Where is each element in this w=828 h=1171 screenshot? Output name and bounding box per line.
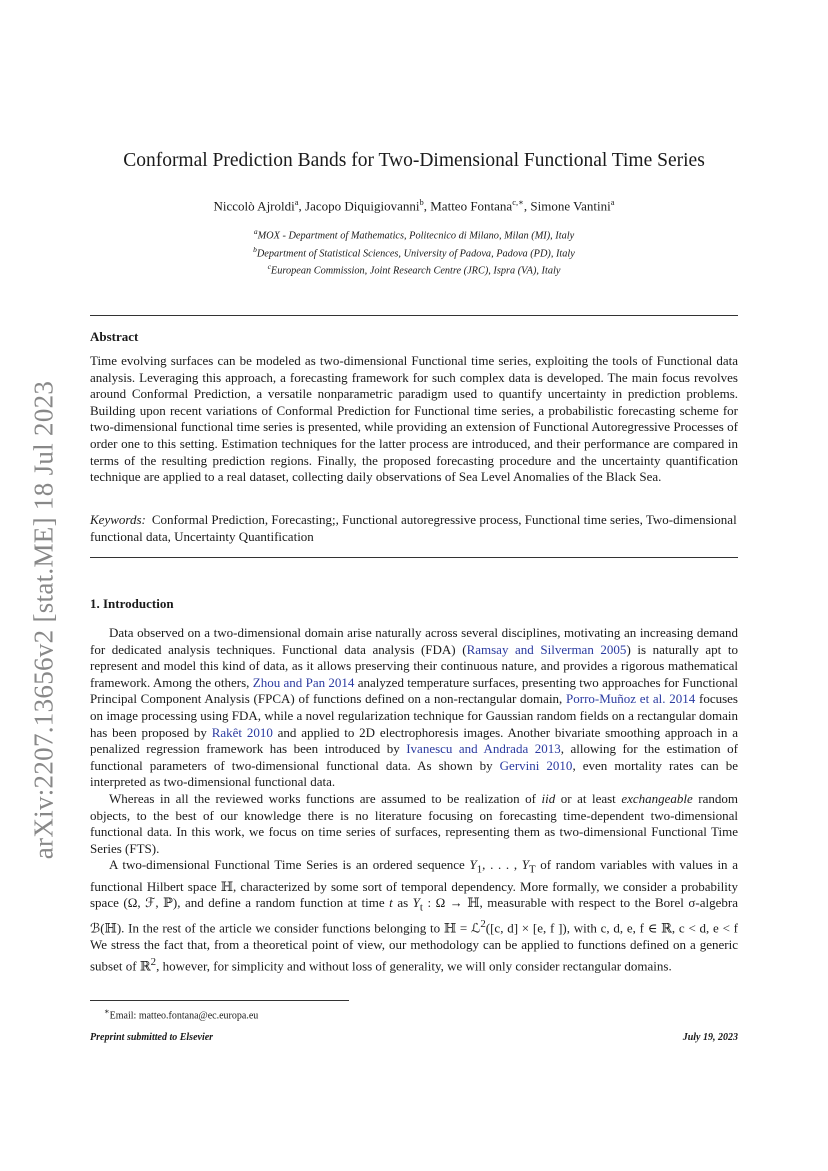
citation-link[interactable]: Ivanescu and Andrada 2013: [406, 741, 561, 757]
citation-link[interactable]: Zhou and Pan 2014: [252, 674, 355, 690]
author-affil-mark: a: [294, 197, 299, 207]
affiliation: $^b$Department of Statistical Sciences, University of Padova, Padova (PD), Italy: [253, 244, 575, 260]
footnote-rule: [90, 1000, 349, 1001]
author-affil-mark: c,∗: [512, 197, 524, 207]
keywords-label: Keywords:: [90, 512, 146, 527]
footnote-email: Email: matteo.fontana@ec.europa.eu: [109, 1010, 259, 1022]
author-name: Simone Vantini: [530, 198, 611, 214]
author-affil-mark: a: [610, 197, 615, 207]
footer-journal: Preprint submitted to Elsevier: [90, 1032, 214, 1043]
citation-link[interactable]: Gervini 2010: [499, 757, 573, 773]
author-name: Niccolò Ajroldi: [213, 198, 295, 214]
section-heading: 1. Introduction: [90, 596, 174, 611]
abstract-top-rule: [90, 315, 738, 316]
author-list: Niccolò Ajroldi$^a$, Jacopo Diquigiovanni$^b$, Matteo Fontana$^{c,∗}$, Simone Vantini$^a$: [213, 197, 615, 214]
affiliation: $^c$European Commission, Joint Research Centre (JRC), Ispra (VA), Italy: [267, 262, 561, 277]
arxiv-identifier: arXiv:2207.13656v2 [stat.ME] 18 Jul 2023: [28, 380, 59, 860]
footnote: [104, 1006, 258, 1021]
intro-paragraph: Data observed on a two-dimensional domain arise naturally across several disciplines, motivating an increasing demand for dedicated analysis techniques. Functional data analysis (FDA) (Ramsay and Silverman 2005) is naturally apt to represent and model this kind of data, as it allows preserving their continuous nature, and provides a rigorous mathematical framework. Among the others, Zhou and Pan 2014 analyzed temperature surfaces, presenting two approaches for Functional Principal Component Analysis (FPCA) of functions defined on a non-rectangular domain, Porro-Muñoz et al. 2014 focuses on image processing using FDA, while a novel regularization technique for Gaussian random fields on a rectangular domain has been proposed by Rakêt 2010 and applied to 2D electrophoresis images. Another bivariate smoothing approach in a penalized regression framework has been introduced by Ivanescu and Andrada 2013, allowing for the estimation of functional parameters of two-dimensional functional data. As shown by Gervini 2010, even mortality rates can be interpreted as two-dimensional functional data.: [90, 625, 739, 790]
citation-link[interactable]: Rakêt 2010: [211, 724, 273, 740]
introduction-body: [90, 625, 738, 975]
arxiv-sidebar: [22, 370, 66, 870]
citation-link[interactable]: Ramsay and Silverman 2005: [466, 641, 627, 657]
citation-link[interactable]: Porro-Muñoz et al. 2014: [566, 691, 696, 707]
keywords: [90, 512, 738, 545]
paper-title: Conformal Prediction Bands for Two-Dimensional Functional Time Series: [123, 150, 705, 171]
author-name: Matteo Fontana: [430, 198, 513, 214]
abstract-text: Time evolving surfaces can be modeled as two-dimensional Functional time series, exploiting the tools of Functional data analysis. Leveraging this approach, a forecasting framework for such complex data is developed. The main focus revolves around Conformal Prediction, a versatile nonparametric paradigm used to quantify uncertainty in prediction problems. Building upon recent variations of Conformal Prediction for Functional time series, a probabilistic forecasting scheme for two-dimensional functional time series is presented, while providing an extension of Functional Autoregressive Processes of order one to this setting. Estimation techniques for the latter process are introduced, and their performance are compared in terms of the resulting prediction regions. Finally, the proposed forecasting procedure and the uncertainty quantification technique are applied to a real dataset, collecting daily observations of Sea Level Anomalies of the Black Sea.: [90, 353, 738, 485]
intro-paragraph: Whereas in all the reviewed works functions are assumed to be realization of iid or at least exchangeable random objects, to the best of our knowledge there is no literature focusing on forecasting time-dependent two-dimensional functional data. In this work, we focus on time series of surfaces, representing them as two-dimensional Functional Time Series (FTS).: [90, 790, 738, 856]
abstract-bottom-rule: [90, 557, 738, 558]
affiliation-list: [90, 225, 738, 278]
footnote-mark: ∗: [104, 1007, 110, 1016]
abstract-heading: Abstract: [90, 329, 139, 344]
author-name: Jacopo Diquigiovanni: [305, 198, 420, 214]
author-affil-mark: b: [419, 197, 424, 207]
affiliation: $^a$MOX - Department of Mathematics, Politecnico di Milano, Milan (MI), Italy: [253, 227, 575, 242]
intro-paragraph: A two-dimensional Functional Time Series is an ordered sequence $Y_1$, . . . , $Y_T$ of random variables with values in a functional Hilbert space ℍ, characterized by some sort of temporal dependency. More formally, we consider a probability space (Ω, ℱ, ℙ), and define a random function at time t as $Y_t$ : Ω → ℍ, measurable with respect to the Borel σ-algebra ℬ(ℍ). In the rest of the article we consider functions belonging to ℍ = ℒ$^2$([c, d] × [e, f ]), with c, d, e, f ∈ ℝ, c < d, e < f We stress the fact that, from a theoretical point of view, our methodology can be applied to functions defined on a generic subset of ℝ$^2$, however, for simplicity and without loss of generality, we will only consider rectangular domains.: [90, 857, 738, 974]
keywords-text: Conformal Prediction, Forecasting;, Functional autoregressive process, Functional time series, Two-dimensional functional data, Uncertainty Quantification: [90, 512, 737, 544]
footer-date: July 19, 2023: [682, 1032, 738, 1043]
